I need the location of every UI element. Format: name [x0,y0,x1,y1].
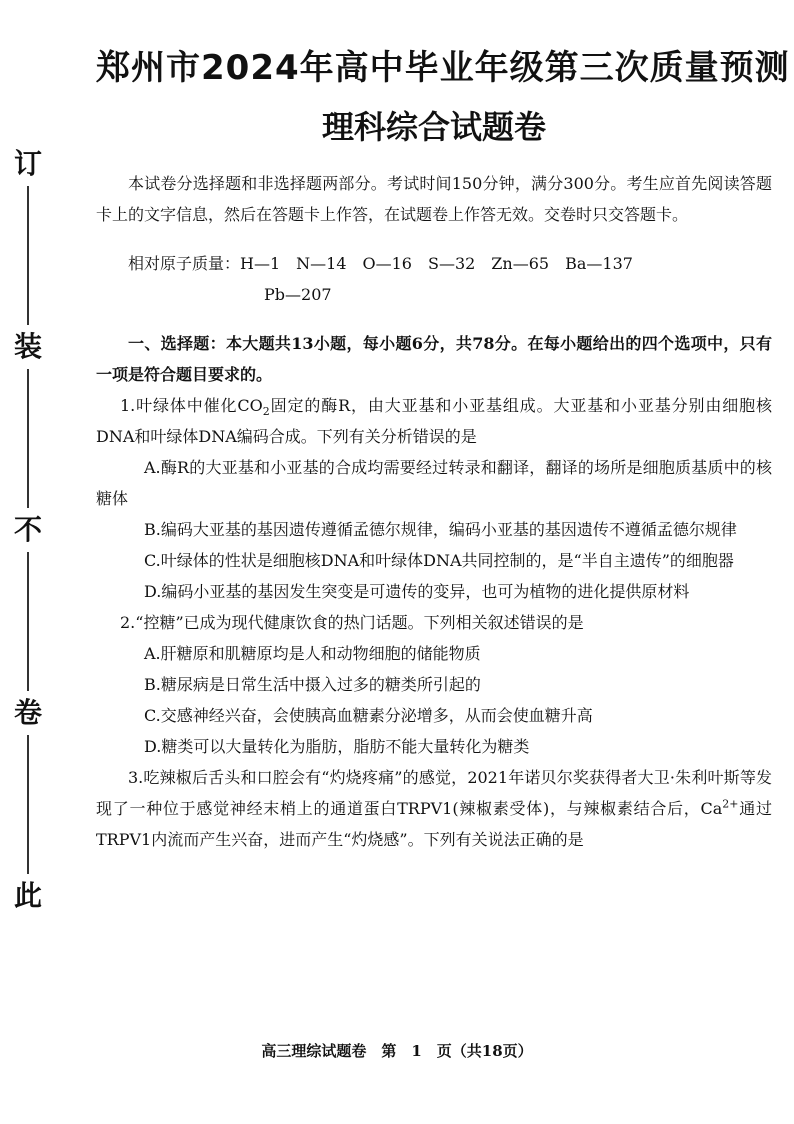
question-1-option-d: D.编码小亚基的基因发生突变是可遗传的变异，也可为植物的进化提供原材料 [144,582,690,601]
binding-dash [27,186,29,325]
question-2-option-b: B.糖尿病是日常生活中摄入过多的糖类所引起的 [144,675,481,694]
question-3-stem: 3.吃辣椒后舌头和口腔会有“灼烧疼痛”的感觉，2021年诺贝尔奖获得者大卫·朱利叶斯等发现了一种位于感觉神经末梢上的通道蛋白TRPV1(辣椒素受体)，与辣椒素结合后，$Ca^{2+}$通过TRPV1内流而产生兴奋，进而产生“灼烧感”。下列有关说法正确的是 [96,768,772,849]
question-2-option-a: A.肝糖原和肌糖原均是人和动物细胞的储能物质 [144,644,481,663]
page-title: 郑州市2024年高中毕业年级第三次质量预测 [96,48,790,88]
question-1-option-b: B.编码大亚基的基因遗传遵循孟德尔规律，编码小亚基的基因遗传不遵循孟德尔规律 [144,520,737,539]
atomic-mass-line [128,248,772,279]
binding-char: 此 [13,879,42,912]
binding-char: 订 [13,147,42,180]
binding-dash [27,552,29,691]
atomic-mass-label: 相对原子质量： [128,254,241,273]
binding-dash [27,735,29,874]
binding-dash [27,369,29,508]
atomic-mass-values: H—1 N—14 O—16 S—32 Zn—65 Ba—137 [240,254,633,273]
binding-line [6,147,50,912]
intro-paragraph: 本试卷分选择题和非选择题两部分。考试时间150分钟，满分300分。考生应首先阅读答题卡上的文字信息，然后在答题卡上作答，在试题卷上作答无效。交卷时只交答题卡。 [96,174,772,224]
exam-page [96,38,790,855]
binding-char: 卷 [13,696,42,729]
question-2-option-d: D.糖类可以大量转化为脂肪，脂肪不能大量转化为糖类 [144,737,530,756]
section-heading: 一、选择题：本大题共13小题，每小题6分，共78分。在每小题给出的四个选项中，只有一项是符合题目要求的。 [96,334,772,384]
page-footer: 高三理综试题卷 第 1 页（共18页） [261,1042,533,1060]
question-2-stem: 2.“控糖”已成为现代健康饮食的热门话题。下列相关叙述错误的是 [120,613,584,632]
question-1-option-c: C.叶绿体的性状是细胞核DNA和叶绿体DNA共同控制的，是“半自主遗传”的细胞器 [144,551,734,570]
question-1-stem: 1.叶绿体中催化$CO_2$固定的酶R，由大亚基和小亚基组成。大亚基和小亚基分别由细胞核DNA和叶绿体DNA编码合成。下列有关分析错误的是 [96,396,772,446]
question-1-option-a: A.酶R的大亚基和小亚基的合成均需要经过转录和翻译，翻译的场所是细胞质基质中的核糖体 [96,458,772,508]
question-2-option-c: C.交感神经兴奋，会使胰高血糖素分泌增多，从而会使血糖升高 [144,706,593,725]
binding-char: 不 [13,513,42,546]
atomic-mass-line: Pb—207 [264,285,332,304]
atomic-mass-block [96,248,772,310]
binding-char: 装 [13,330,42,363]
page-subtitle: 理科综合试题卷 [321,108,546,146]
